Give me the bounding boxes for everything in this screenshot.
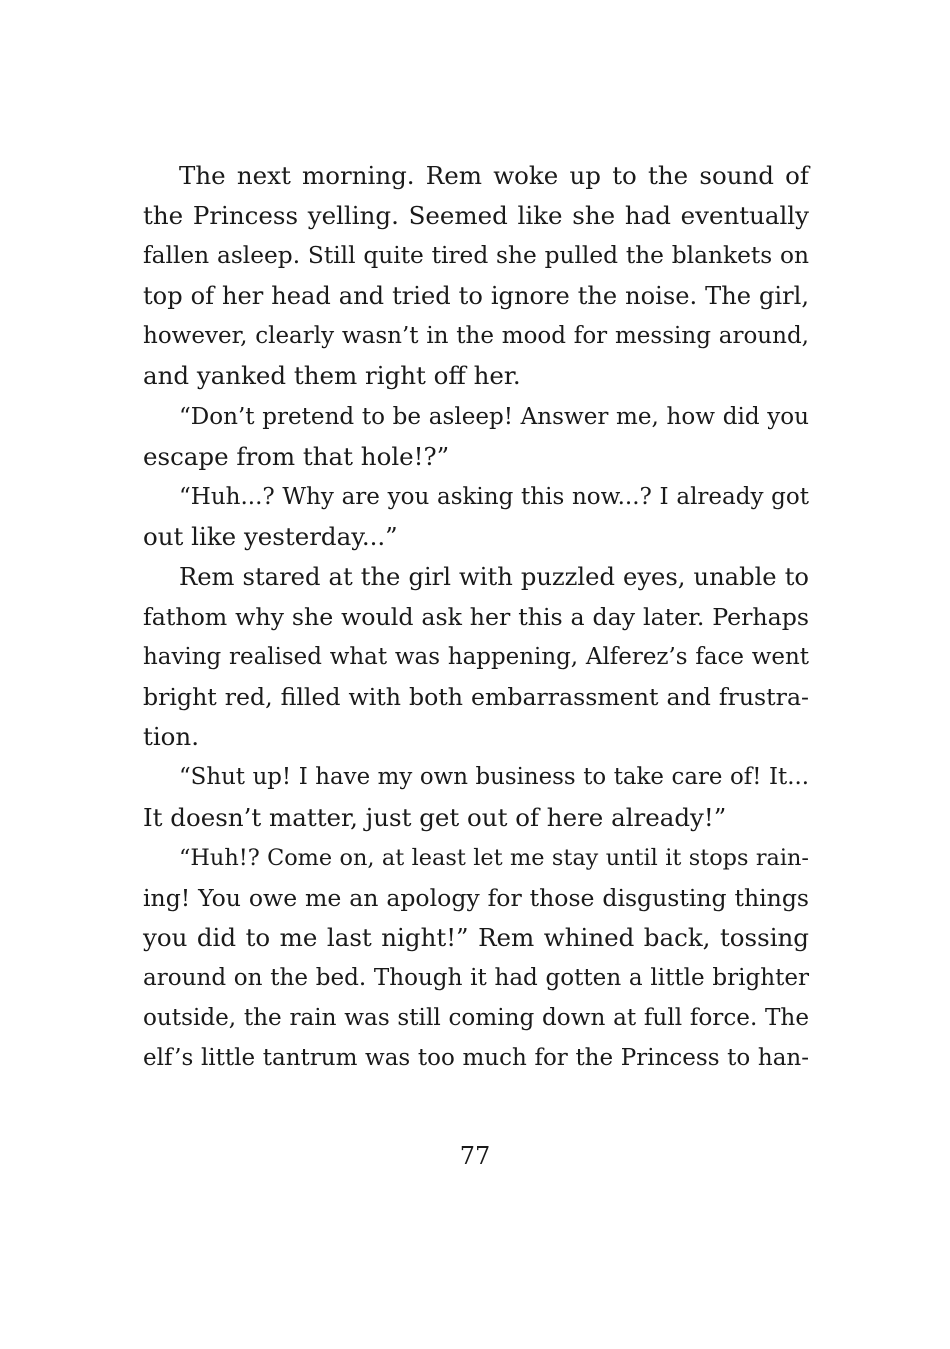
text-line: The next morning. Rem woke up to the sound of	[179, 161, 809, 190]
text-line: tion.	[143, 722, 199, 752]
text-line: “Don’t pretend to be asleep! Answer me, how did you	[179, 403, 809, 430]
paragraph	[143, 156, 809, 397]
text-line: Rem stared at the girl with puzzled eyes, unable to	[179, 562, 809, 591]
paragraph	[143, 397, 809, 477]
body-text	[143, 156, 809, 1078]
text-line: bright red, filled with both embarrassment and frustra-	[143, 683, 809, 712]
text-line: however, clearly wasn’t in the mood for messing around,	[143, 323, 809, 350]
paragraph	[143, 757, 809, 837]
text-line: fathom why she would ask her this a day later. Perhaps	[143, 603, 809, 632]
text-line: ing! You owe me an apology for those disgusting things	[143, 883, 809, 912]
text-line: “Shut up! I have my own business to take care of! It...	[179, 764, 809, 791]
text-line: escape from that hole!?”	[143, 441, 450, 471]
text-line: out like yesterday...”	[143, 521, 398, 551]
text-line: outside, the rain was still coming down at full force. The	[143, 1004, 809, 1031]
paragraph	[143, 477, 809, 557]
text-line: fallen asleep. Still quite tired she pulled the blankets on	[143, 242, 809, 270]
text-line: the Princess yelling. Seemed like she had eventually	[143, 201, 809, 231]
text-line: elf’s little tantrum was too much for the Princess to han-	[143, 1045, 809, 1072]
text-line: top of her head and tried to ignore the noise. The girl,	[143, 282, 809, 311]
paragraph	[143, 838, 809, 1079]
page-number: 77	[459, 1142, 491, 1170]
text-line: and yanked them right off her.	[143, 361, 521, 391]
text-line: “Huh...? Why are you asking this now...? I already got	[179, 483, 809, 510]
text-line: you did to me last night!” Rem whined back, tossing	[143, 922, 809, 952]
text-line: “Huh!? Come on, at least let me stay until it stops rain-	[179, 844, 809, 871]
text-line: having realised what was happening, Alferez’s face went	[143, 644, 809, 671]
paragraph	[143, 557, 809, 757]
text-line: It doesn’t matter, just get out of here already!”	[143, 802, 727, 832]
text-line: around on the bed. Though it had gotten a little brighter	[143, 964, 809, 991]
